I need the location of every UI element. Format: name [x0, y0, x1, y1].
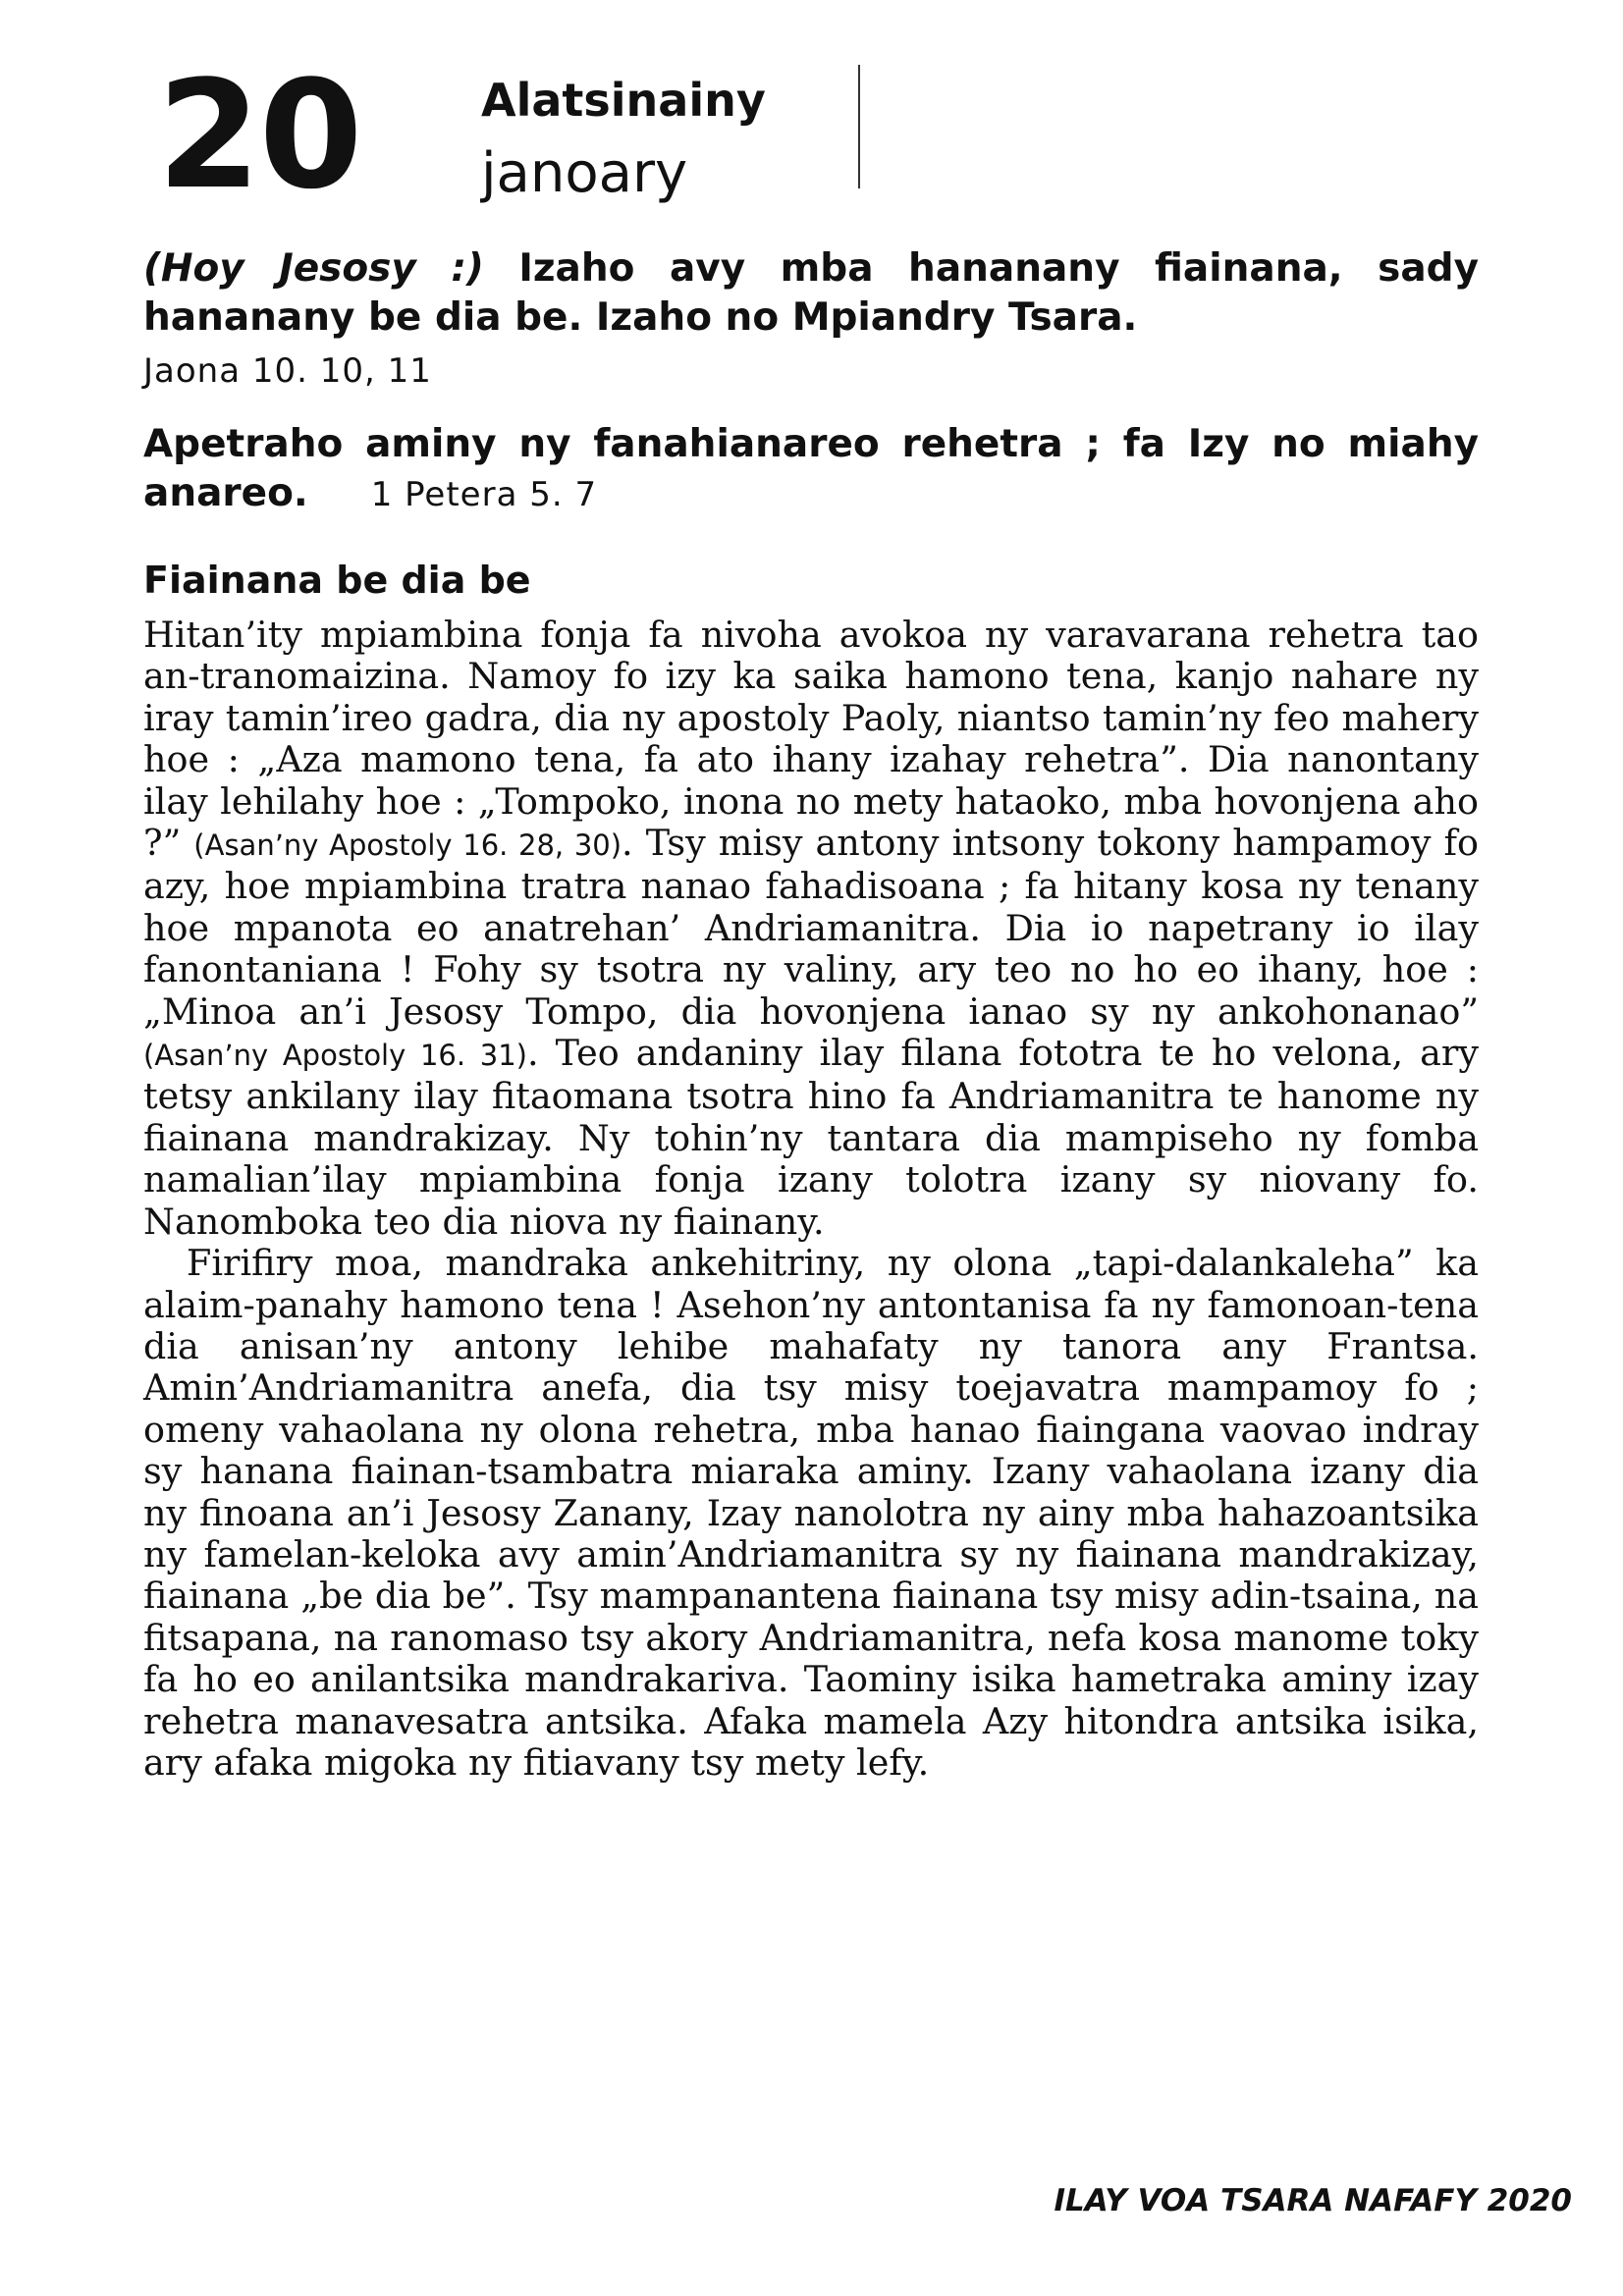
verse-john [143, 244, 1479, 343]
scripture-reference: (Asan’ny Apostoly 16. 31) [143, 1039, 527, 1073]
day-number: 20 [157, 48, 361, 222]
verse-peter [143, 420, 1479, 519]
paragraph-text: Hitan’ity mpiambina fonja fa nivoha avokoa ny varavarana rehetra tao an-tranomaizina. Namoy fo izy ka saika hamono tena, kanjo nahare ny iray tamin’ireo gadra, dia ny apostoly Paoly, niantso tamin’ny feo mahery hoe : „Aza mamono tena, fa ato ihany izahay rehetra”. Dia nanontany ilay lehilahy hoe : „Tompoko, inona no mety hataoko, mba hovonjena aho ?” [143, 614, 1479, 865]
paragraph-text: . Teo andaniny ilay filana fototra te ho velona, ary tetsy ankilany ilay fitaomana tsotra hino fa Andriamanitra te hanome ny fiainana mandrakizay. Ny tohin’ny tantara dia mampiseho ny fomba namalian’ilay mpiambina fonja izany tolotra izany sy niovany fo. Nanomboka teo dia niova ny fiainany. [143, 1032, 1479, 1243]
verse-speaker: (Hoy Jesosy :) [143, 246, 484, 291]
body-paragraph [143, 614, 1479, 1243]
verse-reference: Jaona 10. 10, 11 [143, 351, 432, 391]
month-label: janoary [481, 141, 688, 205]
verse-reference: 1 Petera 5. 7 [370, 475, 598, 514]
footer-publication-title: ILAY VOA TSARA NAFAFY 2020 [1054, 2183, 1572, 2218]
paragraph-text: . Tsy misy antony intsony tokony hampamoy fo azy, hoe mpiambina tratra nanao fahadisoana ; fa hitany kosa ny tenany hoe mpanota eo anatrehan’ Andriamanitra. Dia io napetrany io ilay fanontaniana ! Fohy sy tsotra ny valiny, ary teo no ho eo ihany, hoe : „Minoa an’i Jesosy Tompo, dia hovonjena ianao sy ny ankohonanao” [143, 822, 1479, 1033]
body-paragraph: Firifiry moa, mandraka ankehitriny, ny olona „tapi-dalankaleha” ka alaim-panahy hamono tena ! Asehon’ny antontanisa fa ny famonoan-tena dia anisan’ny antony lehibe mahafaty ny tanora any Frantsa. Amin’Andriamanitra anefa, dia tsy misy toejavatra mampamoy fo ; omeny vahaolana ny olona rehetra, mba hanao fiaingana vaovao indray sy hanana fiainan-tsambatra miaraka aminy. Izany vahaolana izany dia ny finoana an’i Jesosy Zanany, Izay nanolotra ny ainy mba hahazoantsika ny famelan-keloka avy amin’Andriamanitra sy ny fiainana mandrakizay, fiainana „be dia be”. Tsy mampanantena fiainana tsy misy adin-tsaina, na fitsapana, na ranomaso tsy akory Andriamanitra, nefa kosa manome toky fa ho eo anilantsika mandrakariva. Taominy isika hametraka aminy izay rehetra manavesatra antsika. Afaka mamela Azy hitondra antsika isika, ary afaka migoka ny fitiavany tsy mety lefy. [143, 1242, 1479, 1784]
verse-text: Izaho avy mba hananany fiainana, sady hananany be dia be. Izaho no Mpiandry Tsara. [143, 246, 1480, 340]
weekday-label: Alatsinainy [481, 74, 766, 127]
verse-text: Apetraho aminy ny fanahianareo rehetra ; fa Izy no miahy anareo. [143, 422, 1479, 515]
meditation-body [143, 614, 1479, 1784]
scripture-reference: (Asan’ny Apostoly 16. 28, 30) [193, 828, 622, 863]
section-title: Fiainana be dia be [143, 559, 531, 602]
header-divider [858, 65, 860, 188]
